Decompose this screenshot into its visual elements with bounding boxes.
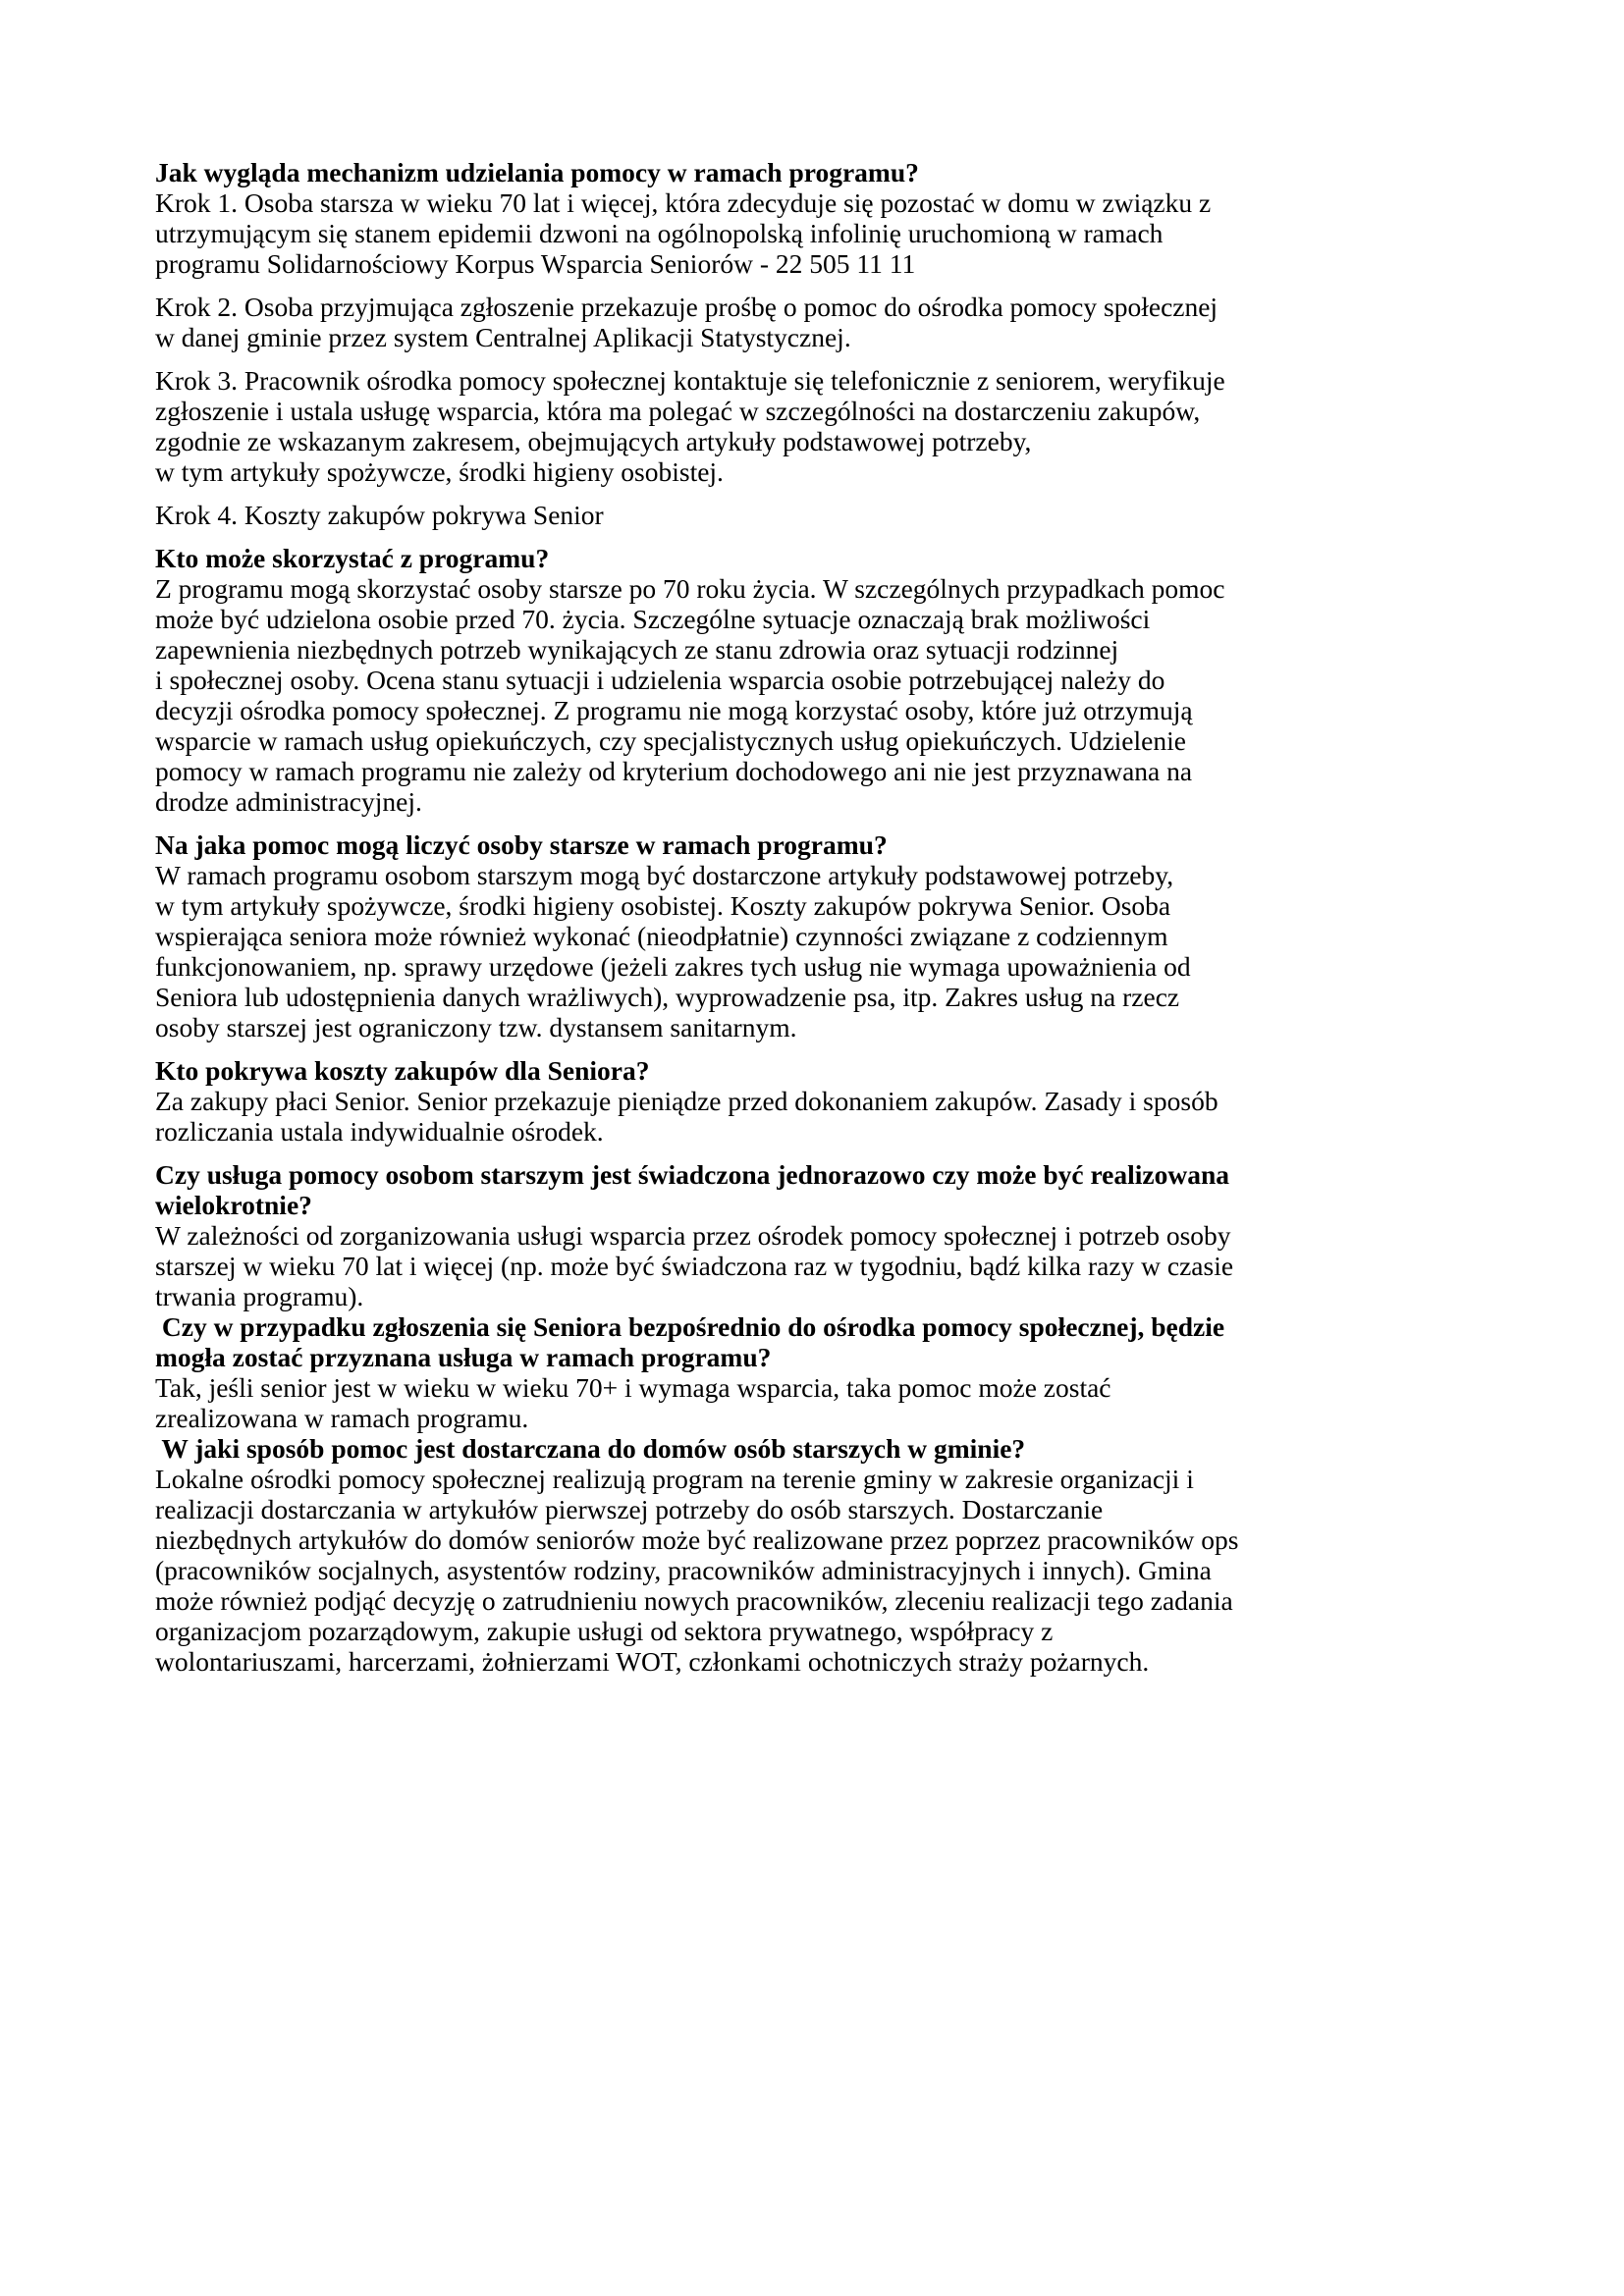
- paragraph-step-4: [155, 500, 1490, 530]
- text-line: w danej gminie przez system Centralnej Aplikacji Statystycznej.: [155, 322, 851, 352]
- text-line: organizacjom pozarządowym, zakupie usługi od sektora prywatnego, współpracy z: [155, 1616, 1054, 1646]
- heading-line: Czy w przypadku zgłoszenia się Seniora bezpośrednio do ośrodka pomocy społecznej, będzie: [155, 1311, 1225, 1342]
- text-line: zgodnie ze wskazanym zakresem, obejmujących artykuły podstawowej potrzeby,: [155, 426, 1032, 456]
- text-line: może również podjąć decyzję o zatrudnieniu nowych pracowników, zleceniu realizacji tego zadania: [155, 1585, 1233, 1616]
- paragraph: [155, 1086, 1490, 1147]
- heading-line: Na jaka pomoc mogą liczyć osoby starsze w ramach programu?: [155, 829, 888, 860]
- text-line: wolontariuszami, harcerzami, żołnierzami WOT, członkami ochotniczych straży pożarnych.: [155, 1646, 1150, 1677]
- text-line: Krok 1. Osoba starsza w wieku 70 lat i więcej, która zdecyduje się pozostać w domu w związku z: [155, 187, 1212, 218]
- text-line: Krok 2. Osoba przyjmująca zgłoszenie przekazuje prośbę o pomoc do ośrodka pomocy społecznej: [155, 292, 1218, 322]
- text-line: decyzji ośrodka pomocy społecznej. Z programu nie mogą korzystać osoby, które już otrzymują: [155, 695, 1193, 725]
- paragraph: [155, 573, 1490, 817]
- text-line: trwania programu).: [155, 1281, 364, 1311]
- text-line: Krok 3. Pracownik ośrodka pomocy społecznej kontaktuje się telefonicznie z seniorem, weryfikuje: [155, 365, 1225, 396]
- text-line: (pracowników socjalnych, asystentów rodziny, pracowników administracyjnych i innych). Gmina: [155, 1555, 1212, 1585]
- text-line: Z programu mogą skorzystać osoby starsze po 70 roku życia. W szczególnych przypadkach pomoc: [155, 573, 1225, 604]
- section-delivery: [155, 1433, 1490, 1677]
- section-heading: [155, 1433, 1490, 1464]
- section-direct-application: [155, 1311, 1490, 1433]
- heading-line: Jak wygląda mechanizm udzielania pomocy w ramach programu?: [155, 157, 919, 187]
- text-line: w tym artykuły spożywcze, środki higieny osobistej.: [155, 456, 724, 487]
- text-line: drodze administracyjnej.: [155, 786, 422, 817]
- text-line: programu Solidarnościowy Korpus Wsparcia Seniorów - 22 505 11 11: [155, 248, 916, 279]
- text-line: zrealizowana w ramach programu.: [155, 1403, 529, 1433]
- text-line: rozliczania ustala indywidualnie ośrodek.: [155, 1116, 604, 1147]
- section-heading: [155, 543, 1490, 573]
- text-line: realizacji dostarczania w artykułów pierwszej potrzeby do osób starszych. Dostarczanie: [155, 1494, 1104, 1524]
- section-frequency: [155, 1159, 1490, 1311]
- text-line: Lokalne ośrodki pomocy społecznej realizują program na terenie gminy w zakresie organizacji i: [155, 1464, 1194, 1494]
- text-line: w tym artykuły spożywcze, środki higieny osobistej. Koszty zakupów pokrywa Senior. Osoba: [155, 890, 1171, 921]
- text-line: W zależności od zorganizowania usługi wsparcia przez ośrodek pomocy społecznej i potrzeb osoby: [155, 1220, 1231, 1251]
- heading-line: W jaki sposób pomoc jest dostarczana do domów osób starszych w gminie?: [155, 1433, 1026, 1464]
- heading-line: Kto może skorzystać z programu?: [155, 543, 550, 573]
- text-line: Za zakupy płaci Senior. Senior przekazuje pieniądze przed dokonaniem zakupów. Zasady i sposób: [155, 1086, 1218, 1116]
- section-heading: [155, 157, 1490, 187]
- text-line: starszej w wieku 70 lat i więcej (np. może być świadczona raz w tygodniu, bądź kilka razy w czasie: [155, 1251, 1234, 1281]
- paragraph-step-3: [155, 365, 1490, 487]
- text-line: pomocy w ramach programu nie zależy od kryterium dochodowego ani nie jest przyznawana na: [155, 756, 1193, 786]
- paragraph: [155, 1372, 1490, 1433]
- paragraph-step-1: [155, 187, 1490, 279]
- paragraph: [155, 1220, 1490, 1311]
- text-line: i społecznej osoby. Ocena stanu sytuacji i udzielenia wsparcia osobie potrzebującej należy do: [155, 665, 1165, 695]
- text-line: Krok 4. Koszty zakupów pokrywa Senior: [155, 500, 604, 530]
- paragraph: [155, 1464, 1490, 1677]
- section-heading: [155, 1055, 1490, 1086]
- text-line: wsparcie w ramach usług opiekuńczych, czy specjalistycznych usług opiekuńczych. Udzielenie: [155, 725, 1186, 756]
- heading-line: Kto pokrywa koszty zakupów dla Seniora?: [155, 1055, 650, 1086]
- heading-line: Czy usługa pomocy osobom starszym jest świadczona jednorazowo czy może być realizowana: [155, 1159, 1229, 1190]
- section-heading: [155, 1159, 1490, 1220]
- text-line: osoby starszej jest ograniczony tzw. dystansem sanitarnym.: [155, 1012, 797, 1042]
- text-line: Tak, jeśli senior jest w wieku w wieku 70+ i wymaga wsparcia, taka pomoc może zostać: [155, 1372, 1111, 1403]
- section-mechanism: [155, 157, 1490, 530]
- heading-line: wielokrotnie?: [155, 1190, 312, 1220]
- paragraph-step-2: [155, 292, 1490, 352]
- text-line: Seniora lub udostępnienia danych wrażliwych), wyprowadzenie psa, itp. Zakres usług na rzecz: [155, 982, 1180, 1012]
- section-types-of-help: [155, 829, 1490, 1042]
- text-line: wspierająca seniora może również wykonać (nieodpłatnie) czynności związane z codziennym: [155, 921, 1168, 951]
- paragraph: [155, 860, 1490, 1042]
- text-line: funkcjonowaniem, np. sprawy urzędowe (jeżeli zakres tych usług nie wymaga upoważnienia od: [155, 951, 1191, 982]
- section-eligibility: [155, 543, 1490, 817]
- heading-line: mogła zostać przyznana usługa w ramach programu?: [155, 1342, 772, 1372]
- text-line: W ramach programu osobom starszym mogą być dostarczone artykuły podstawowej potrzeby,: [155, 860, 1174, 890]
- text-line: może być udzielona osobie przed 70. życia. Szczególne sytuacje oznaczają brak możliwości: [155, 604, 1151, 634]
- section-costs: [155, 1055, 1490, 1147]
- text-line: utrzymującym się stanem epidemii dzwoni na ogólnopolską infolinię uruchomioną w ramach: [155, 218, 1164, 248]
- section-heading: [155, 829, 1490, 860]
- text-line: zapewnienia niezbędnych potrzeb wynikających ze stanu zdrowia oraz sytuacji rodzinnej: [155, 634, 1119, 665]
- text-line: niezbędnych artykułów do domów seniorów może być realizowane przez poprzez pracowników ops: [155, 1524, 1239, 1555]
- text-line: zgłoszenie i ustala usługę wsparcia, która ma polegać w szczególności na dostarczeniu zakupów,: [155, 396, 1201, 426]
- section-heading: [155, 1311, 1490, 1372]
- document-page: [155, 157, 1490, 1677]
